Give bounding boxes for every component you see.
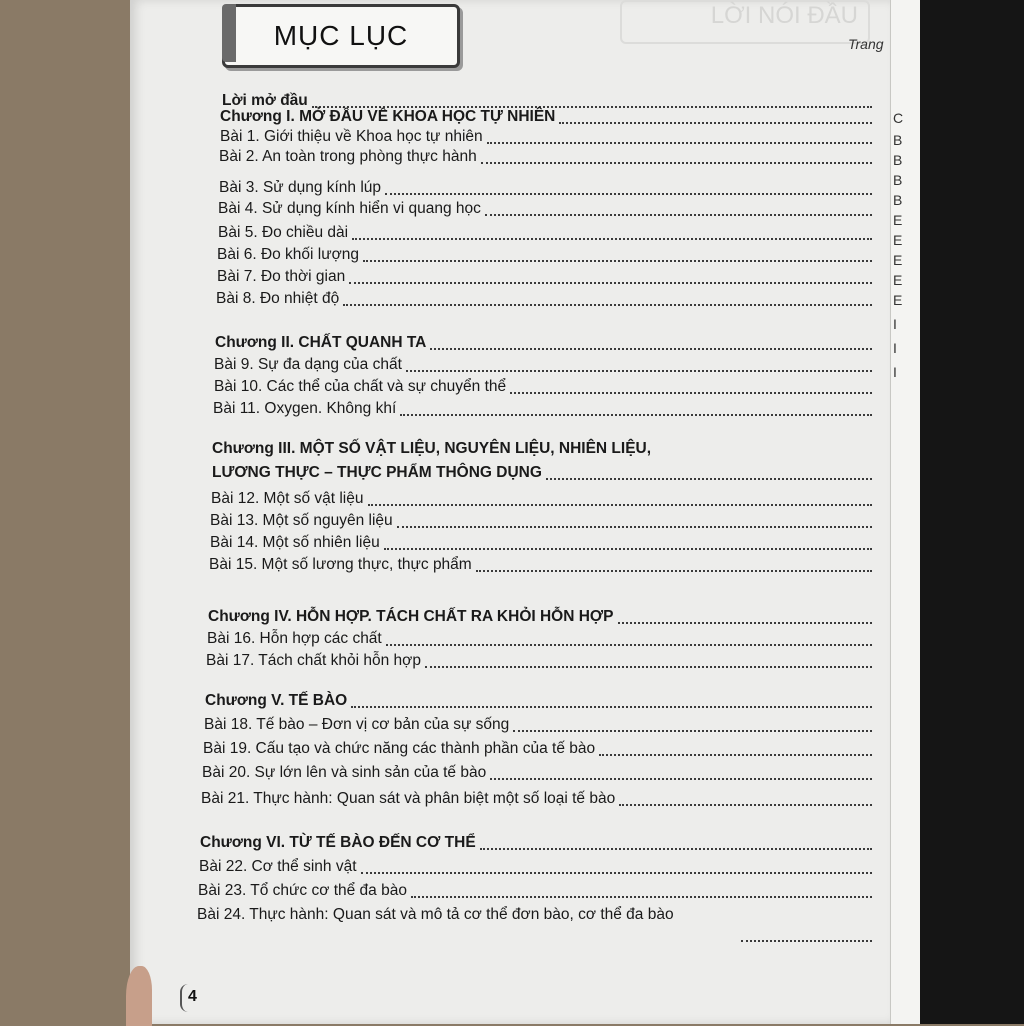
toc-chapter-3-line-1[interactable]: Chương III. MỘT SỐ VẬT LIỆU, NGUYÊN LIỆU, NHIÊN LIỆU, bbox=[212, 440, 652, 457]
toc-entry-lesson-24[interactable] bbox=[197, 904, 872, 944]
toc-label: Bài 8. Đo nhiệt độ bbox=[216, 290, 340, 307]
leader-dots bbox=[510, 378, 872, 394]
leader-dots bbox=[546, 464, 872, 480]
toc-label: Bài 13. Một số nguyên liệu bbox=[210, 512, 393, 529]
toc-entry-lesson-23[interactable] bbox=[198, 878, 872, 900]
toc-entry-chapter-6[interactable] bbox=[200, 830, 872, 852]
toc-label: LƯƠNG THỰC – THỰC PHẨM THÔNG DỤNG bbox=[212, 464, 542, 481]
toc-entry-lesson-12[interactable] bbox=[211, 486, 872, 508]
toc-label: Chương II. CHẤT QUANH TA bbox=[215, 334, 427, 351]
toc-entry-lesson-7[interactable] bbox=[217, 264, 872, 286]
toc-label: Bài 11. Oxygen. Không khí bbox=[213, 400, 397, 417]
leader-dots bbox=[599, 740, 872, 756]
background-right bbox=[920, 0, 1024, 1024]
leader-dots bbox=[368, 490, 873, 506]
toc-label: Bài 2. An toàn trong phòng thực hành bbox=[219, 148, 477, 165]
page-title: MỤC LỤC bbox=[273, 20, 409, 51]
toc-entry-lesson-10[interactable] bbox=[214, 374, 872, 396]
toc-entry-lesson-17[interactable] bbox=[206, 648, 872, 670]
facing-page-fragment: I bbox=[893, 364, 897, 380]
facing-page-fragment: E bbox=[893, 292, 903, 308]
toc-entry-chapter-3[interactable] bbox=[212, 460, 872, 482]
toc-entry-lesson-3[interactable] bbox=[219, 175, 872, 197]
leader-dots bbox=[411, 882, 872, 898]
finger-holding-page bbox=[126, 966, 152, 1026]
leader-dots bbox=[741, 926, 872, 942]
toc-entry-lesson-9[interactable] bbox=[214, 352, 872, 374]
leader-dots bbox=[363, 246, 872, 262]
table-of-contents bbox=[130, 0, 890, 1024]
leader-dots bbox=[487, 128, 872, 144]
toc-label: Bài 15. Một số lương thực, thực phẩm bbox=[209, 556, 472, 573]
toc-entry-lesson-15[interactable] bbox=[209, 552, 872, 574]
toc-entry-lesson-18[interactable] bbox=[204, 712, 872, 734]
leader-dots bbox=[481, 148, 872, 164]
facing-page-fragment: E bbox=[893, 252, 903, 268]
leader-dots bbox=[406, 356, 872, 372]
toc-label: Bài 9. Sự đa dạng của chất bbox=[214, 356, 402, 373]
toc-entry-lesson-21[interactable] bbox=[201, 786, 872, 808]
toc-label: Bài 3. Sử dụng kính lúp bbox=[219, 179, 382, 196]
toc-label: Bài 12. Một số vật liệu bbox=[211, 490, 364, 507]
leader-dots bbox=[386, 630, 872, 646]
toc-label: Chương IV. HỖN HỢP. TÁCH CHẤT RA KHỎI HỖN HỢP bbox=[208, 608, 614, 625]
leader-dots bbox=[425, 652, 872, 668]
leader-dots bbox=[351, 692, 872, 708]
leader-dots bbox=[513, 716, 872, 732]
toc-entry-lesson-8[interactable] bbox=[216, 286, 872, 308]
toc-label: Bài 4. Sử dụng kính hiển vi quang học bbox=[218, 200, 481, 217]
leader-dots bbox=[400, 400, 872, 416]
toc-entry-lesson-2[interactable] bbox=[219, 144, 872, 166]
toc-entry-chapter-2[interactable] bbox=[215, 330, 872, 352]
toc-label: Bài 24. Thực hành: Quan sát và mô tả cơ thể đơn bào, cơ thể đa bào bbox=[197, 906, 674, 923]
toc-label: Bài 16. Hỗn hợp các chất bbox=[207, 630, 382, 647]
toc-label: Bài 19. Cấu tạo và chức năng các thành phần của tế bào bbox=[203, 740, 596, 757]
leader-dots bbox=[480, 834, 872, 850]
leader-dots bbox=[349, 268, 872, 284]
toc-label: Chương VI. TỪ TẾ BÀO ĐẾN CƠ THỂ bbox=[200, 834, 476, 851]
toc-entry-lesson-5[interactable] bbox=[218, 220, 872, 242]
toc-label: Bài 17. Tách chất khỏi hỗn hợp bbox=[206, 652, 421, 669]
bleed-through-heading: LỜI NÓI ĐẦU bbox=[620, 0, 870, 44]
toc-entry-chapter-4[interactable] bbox=[208, 604, 872, 626]
facing-page-fragment: E bbox=[893, 212, 903, 228]
leader-dots bbox=[490, 764, 872, 780]
page-column-label: Trang bbox=[848, 36, 884, 52]
toc-label: Bài 22. Cơ thể sinh vật bbox=[199, 858, 357, 875]
toc-label: Bài 6. Đo khối lượng bbox=[217, 246, 360, 263]
toc-label: Bài 5. Đo chiều dài bbox=[218, 224, 349, 241]
toc-label: Chương I. MỞ ĐẦU VỀ KHOA HỌC TỰ NHIÊN bbox=[220, 108, 556, 125]
leader-dots bbox=[352, 224, 872, 240]
leader-dots bbox=[485, 200, 872, 216]
toc-label: Bài 21. Thực hành: Quan sát và phân biệt một số loại tế bào bbox=[201, 790, 616, 807]
leader-dots bbox=[385, 179, 872, 195]
facing-page-fragment: E bbox=[893, 272, 903, 288]
toc-label: Bài 23. Tổ chức cơ thể đa bào bbox=[198, 882, 407, 899]
facing-page-fragment: I bbox=[893, 340, 897, 356]
toc-label: Chương V. TẾ BÀO bbox=[205, 692, 348, 709]
toc-entry-chapter-1[interactable] bbox=[220, 104, 872, 126]
page-number: 4 bbox=[188, 988, 197, 1005]
toc-label: Bài 10. Các thể của chất và sự chuyển thể bbox=[214, 378, 507, 395]
leader-dots bbox=[361, 858, 873, 874]
leader-dots bbox=[618, 608, 873, 624]
facing-page-fragment: B bbox=[893, 152, 903, 168]
toc-label: Lời mở đầu bbox=[222, 92, 308, 109]
toc-entry-lesson-11[interactable] bbox=[213, 396, 872, 418]
toc-entry-lesson-20[interactable] bbox=[202, 760, 872, 782]
toc-label: Bài 18. Tế bào – Đơn vị cơ bản của sự sống bbox=[204, 716, 510, 733]
toc-entry-lesson-14[interactable] bbox=[210, 530, 872, 552]
facing-page-fragment: I bbox=[893, 316, 897, 332]
leader-dots bbox=[619, 790, 872, 806]
toc-entry-chapter-5[interactable] bbox=[205, 688, 872, 710]
facing-page-edge bbox=[890, 0, 921, 1024]
toc-entry-lesson-19[interactable] bbox=[203, 736, 872, 758]
toc-entry-lesson-1[interactable] bbox=[220, 124, 872, 146]
toc-label: Bài 1. Giới thiệu về Khoa học tự nhiên bbox=[220, 128, 483, 145]
leader-dots bbox=[397, 512, 872, 528]
leader-dots bbox=[476, 556, 872, 572]
book-page bbox=[130, 0, 890, 1024]
leader-dots bbox=[384, 534, 872, 550]
facing-page-fragment: B bbox=[893, 192, 903, 208]
facing-page-fragment: C bbox=[893, 110, 904, 126]
leader-dots bbox=[343, 290, 872, 306]
toc-label: Bài 20. Sự lớn lên và sinh sản của tế bào bbox=[202, 764, 487, 781]
facing-page-fragment: E bbox=[893, 232, 903, 248]
toc-entry-lesson-6[interactable] bbox=[217, 242, 872, 264]
toc-entry-lesson-4[interactable] bbox=[218, 196, 872, 218]
toc-label: Bài 14. Một số nhiên liệu bbox=[210, 534, 380, 551]
leader-dots bbox=[559, 108, 872, 124]
toc-entry-lesson-13[interactable] bbox=[210, 508, 872, 530]
toc-entry-lesson-16[interactable] bbox=[207, 626, 872, 648]
toc-label: Bài 7. Đo thời gian bbox=[217, 268, 346, 285]
facing-page-fragment: B bbox=[893, 172, 903, 188]
facing-page-fragment: B bbox=[893, 132, 903, 148]
toc-entry-lesson-22[interactable] bbox=[199, 854, 872, 876]
leader-dots bbox=[430, 334, 872, 350]
